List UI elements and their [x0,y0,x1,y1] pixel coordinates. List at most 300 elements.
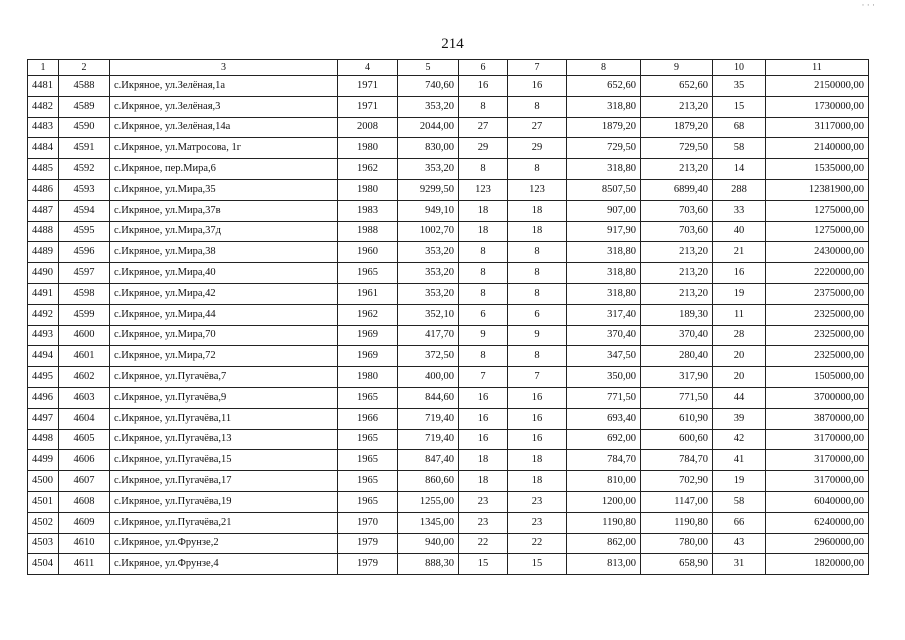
cell-count-7: 23 [508,491,567,512]
cell-count-6: 8 [459,283,508,304]
cell-count-6: 18 [459,471,508,492]
cell-residents: 19 [713,471,766,492]
cell-count-7: 22 [508,533,567,554]
cell-area-total: 352,10 [398,304,459,325]
cell-count-6: 27 [459,117,508,138]
cell-number: 4493 [28,325,59,346]
cell-registry-number: 4595 [59,221,110,242]
cell-count-6: 18 [459,450,508,471]
cell-year: 1960 [338,242,398,263]
cell-area-9: 729,50 [641,138,713,159]
cell-area-8: 8507,50 [567,179,641,200]
cell-cost: 2430000,00 [766,242,869,263]
cell-year: 1988 [338,221,398,242]
cell-count-6: 18 [459,221,508,242]
cell-area-9: 1879,20 [641,117,713,138]
cell-area-9: 703,60 [641,221,713,242]
cell-area-total: 949,10 [398,200,459,221]
cell-area-9: 780,00 [641,533,713,554]
column-header-4: 4 [338,60,398,76]
cell-residents: 11 [713,304,766,325]
cell-year: 1969 [338,325,398,346]
cell-count-6: 9 [459,325,508,346]
cell-year: 1980 [338,367,398,388]
cell-year: 1979 [338,554,398,575]
cell-number: 4504 [28,554,59,575]
cell-area-9: 600,60 [641,429,713,450]
cell-count-7: 16 [508,408,567,429]
table-row [28,325,869,346]
cell-year: 1980 [338,138,398,159]
table-row [28,554,869,575]
cell-residents: 20 [713,346,766,367]
cell-area-total: 353,20 [398,96,459,117]
cell-year: 1962 [338,159,398,180]
column-header-11: 11 [766,60,869,76]
cell-registry-number: 4611 [59,554,110,575]
cell-residents: 16 [713,263,766,284]
cell-count-6: 8 [459,159,508,180]
cell-count-7: 8 [508,346,567,367]
cell-cost: 12381900,00 [766,179,869,200]
corner-mark: · · · [861,0,875,10]
cell-area-8: 771,50 [567,387,641,408]
table-row [28,96,869,117]
cell-area-8: 813,00 [567,554,641,575]
cell-count-7: 16 [508,387,567,408]
cell-registry-number: 4607 [59,471,110,492]
cell-registry-number: 4598 [59,283,110,304]
cell-cost: 2375000,00 [766,283,869,304]
cell-cost: 1275000,00 [766,200,869,221]
cell-area-8: 652,60 [567,76,641,97]
column-header-9: 9 [641,60,713,76]
cell-area-total: 353,20 [398,283,459,304]
cell-area-total: 353,20 [398,159,459,180]
cell-area-9: 213,20 [641,159,713,180]
cell-count-6: 123 [459,179,508,200]
cell-area-9: 771,50 [641,387,713,408]
cell-registry-number: 4605 [59,429,110,450]
cell-area-8: 318,80 [567,263,641,284]
cell-number: 4484 [28,138,59,159]
cell-count-7: 27 [508,117,567,138]
table-row [28,117,869,138]
cell-area-8: 1879,20 [567,117,641,138]
cell-count-6: 16 [459,408,508,429]
cell-residents: 58 [713,138,766,159]
cell-year: 1979 [338,533,398,554]
cell-address: с.Икряное, ул.Мира,37в [110,200,338,221]
cell-area-8: 350,00 [567,367,641,388]
cell-area-9: 610,90 [641,408,713,429]
cell-area-total: 372,50 [398,346,459,367]
cell-count-7: 18 [508,221,567,242]
cell-area-8: 347,50 [567,346,641,367]
cell-area-total: 353,20 [398,263,459,284]
cell-registry-number: 4609 [59,512,110,533]
cell-residents: 31 [713,554,766,575]
cell-residents: 42 [713,429,766,450]
cell-area-total: 400,00 [398,367,459,388]
cell-count-6: 7 [459,367,508,388]
cell-area-total: 860,60 [398,471,459,492]
cell-address: с.Икряное, ул.Пугачёва,11 [110,408,338,429]
column-header-3: 3 [110,60,338,76]
cell-number: 4500 [28,471,59,492]
cell-number: 4488 [28,221,59,242]
cell-count-7: 29 [508,138,567,159]
cell-area-9: 703,60 [641,200,713,221]
cell-residents: 41 [713,450,766,471]
cell-registry-number: 4599 [59,304,110,325]
cell-count-7: 8 [508,159,567,180]
cell-address: с.Икряное, ул.Пугачёва,17 [110,471,338,492]
cell-count-7: 9 [508,325,567,346]
cell-cost: 1730000,00 [766,96,869,117]
cell-count-6: 29 [459,138,508,159]
cell-address: с.Икряное, ул.Фрунзе,2 [110,533,338,554]
cell-cost: 2140000,00 [766,138,869,159]
cell-count-6: 8 [459,242,508,263]
cell-area-total: 2044,00 [398,117,459,138]
cell-count-7: 16 [508,429,567,450]
cell-residents: 66 [713,512,766,533]
cell-area-total: 353,20 [398,242,459,263]
cell-area-9: 213,20 [641,283,713,304]
cell-address: с.Икряное, ул.Зелёная,14а [110,117,338,138]
cell-residents: 44 [713,387,766,408]
cell-year: 1983 [338,200,398,221]
cell-area-9: 189,30 [641,304,713,325]
cell-area-total: 719,40 [398,408,459,429]
table-row [28,450,869,471]
cell-area-9: 213,20 [641,263,713,284]
cell-cost: 2960000,00 [766,533,869,554]
cell-year: 1965 [338,429,398,450]
cell-registry-number: 4594 [59,200,110,221]
table-row [28,367,869,388]
cell-address: с.Икряное, ул.Мира,40 [110,263,338,284]
cell-count-6: 15 [459,554,508,575]
table-row [28,471,869,492]
cell-residents: 33 [713,200,766,221]
cell-registry-number: 4601 [59,346,110,367]
cell-year: 1965 [338,450,398,471]
header-row [28,60,869,76]
cell-registry-number: 4597 [59,263,110,284]
cell-area-9: 784,70 [641,450,713,471]
cell-area-9: 213,20 [641,96,713,117]
table-row [28,283,869,304]
cell-residents: 20 [713,367,766,388]
cell-area-9: 658,90 [641,554,713,575]
cell-address: с.Икряное, ул.Мира,70 [110,325,338,346]
cell-cost: 2325000,00 [766,325,869,346]
cell-address: с.Икряное, ул.Мира,38 [110,242,338,263]
cell-residents: 39 [713,408,766,429]
cell-area-total: 940,00 [398,533,459,554]
cell-area-total: 830,00 [398,138,459,159]
table-row [28,387,869,408]
cell-area-total: 9299,50 [398,179,459,200]
cell-residents: 58 [713,491,766,512]
cell-cost: 3870000,00 [766,408,869,429]
cell-cost: 2325000,00 [766,304,869,325]
cell-cost: 1535000,00 [766,159,869,180]
cell-address: с.Икряное, пер.Мира,6 [110,159,338,180]
cell-cost: 2150000,00 [766,76,869,97]
cell-area-8: 318,80 [567,242,641,263]
cell-area-9: 213,20 [641,242,713,263]
table-body [28,76,869,575]
cell-count-6: 18 [459,200,508,221]
cell-registry-number: 4604 [59,408,110,429]
cell-area-8: 692,00 [567,429,641,450]
cell-residents: 35 [713,76,766,97]
cell-year: 1980 [338,179,398,200]
cell-address: с.Икряное, ул.Пугачёва,21 [110,512,338,533]
cell-area-total: 888,30 [398,554,459,575]
column-header-5: 5 [398,60,459,76]
cell-area-8: 1200,00 [567,491,641,512]
cell-number: 4489 [28,242,59,263]
column-header-7: 7 [508,60,567,76]
cell-number: 4497 [28,408,59,429]
cell-count-7: 18 [508,450,567,471]
cell-number: 4483 [28,117,59,138]
cell-area-8: 318,80 [567,96,641,117]
cell-registry-number: 4600 [59,325,110,346]
cell-cost: 3170000,00 [766,471,869,492]
cell-number: 4495 [28,367,59,388]
cell-area-9: 702,90 [641,471,713,492]
cell-address: с.Икряное, ул.Матросова, 1г [110,138,338,159]
cell-number: 4501 [28,491,59,512]
cell-year: 2008 [338,117,398,138]
cell-number: 4499 [28,450,59,471]
cell-count-7: 8 [508,283,567,304]
cell-year: 1971 [338,96,398,117]
cell-area-total: 719,40 [398,429,459,450]
cell-area-9: 370,40 [641,325,713,346]
cell-number: 4482 [28,96,59,117]
cell-cost: 6240000,00 [766,512,869,533]
cell-year: 1966 [338,408,398,429]
cell-number: 4503 [28,533,59,554]
cell-number: 4491 [28,283,59,304]
cell-count-6: 8 [459,96,508,117]
table-row [28,179,869,200]
cell-area-total: 1002,70 [398,221,459,242]
cell-registry-number: 4589 [59,96,110,117]
cell-year: 1965 [338,387,398,408]
cell-count-7: 8 [508,263,567,284]
cell-cost: 1505000,00 [766,367,869,388]
cell-cost: 2325000,00 [766,346,869,367]
cell-count-6: 16 [459,429,508,450]
cell-registry-number: 4608 [59,491,110,512]
cell-residents: 19 [713,283,766,304]
table-row [28,512,869,533]
cell-address: с.Икряное, ул.Мира,72 [110,346,338,367]
table-row [28,429,869,450]
cell-area-9: 652,60 [641,76,713,97]
cell-area-9: 280,40 [641,346,713,367]
cell-registry-number: 4592 [59,159,110,180]
table-row [28,200,869,221]
cell-area-9: 1190,80 [641,512,713,533]
cell-address: с.Икряное, ул.Мира,37д [110,221,338,242]
cell-count-7: 23 [508,512,567,533]
cell-registry-number: 4606 [59,450,110,471]
cell-count-6: 16 [459,387,508,408]
cell-address: с.Икряное, ул.Мира,35 [110,179,338,200]
cell-area-9: 1147,00 [641,491,713,512]
cell-address: с.Икряное, ул.Пугачёва,7 [110,367,338,388]
table-row [28,76,869,97]
cell-number: 4496 [28,387,59,408]
cell-area-8: 784,70 [567,450,641,471]
cell-address: с.Икряное, ул.Пугачёва,9 [110,387,338,408]
cell-residents: 15 [713,96,766,117]
cell-area-8: 917,90 [567,221,641,242]
cell-residents: 288 [713,179,766,200]
cell-count-7: 8 [508,96,567,117]
cell-registry-number: 4610 [59,533,110,554]
cell-count-6: 6 [459,304,508,325]
cell-year: 1970 [338,512,398,533]
cell-year: 1965 [338,491,398,512]
table-row [28,346,869,367]
table-row [28,304,869,325]
table-row [28,491,869,512]
cell-count-7: 18 [508,200,567,221]
cell-area-total: 847,40 [398,450,459,471]
cell-count-7: 8 [508,242,567,263]
cell-registry-number: 4590 [59,117,110,138]
cell-number: 4490 [28,263,59,284]
cell-area-8: 907,00 [567,200,641,221]
column-header-2: 2 [59,60,110,76]
cell-cost: 3170000,00 [766,429,869,450]
table-row [28,533,869,554]
cell-area-total: 740,60 [398,76,459,97]
cell-area-8: 862,00 [567,533,641,554]
cell-registry-number: 4603 [59,387,110,408]
cell-area-8: 318,80 [567,159,641,180]
cell-area-8: 729,50 [567,138,641,159]
table-row [28,138,869,159]
cell-cost: 3170000,00 [766,450,869,471]
cell-area-9: 6899,40 [641,179,713,200]
cell-cost: 1820000,00 [766,554,869,575]
cell-cost: 1275000,00 [766,221,869,242]
cell-address: с.Икряное, ул.Фрунзе,4 [110,554,338,575]
cell-address: с.Икряное, ул.Зелёная,1а [110,76,338,97]
cell-year: 1962 [338,304,398,325]
housing-registry-table [27,59,869,575]
table-row [28,263,869,284]
cell-registry-number: 4602 [59,367,110,388]
cell-number: 4498 [28,429,59,450]
cell-residents: 68 [713,117,766,138]
cell-area-total: 844,60 [398,387,459,408]
cell-residents: 43 [713,533,766,554]
cell-count-7: 16 [508,76,567,97]
cell-count-7: 15 [508,554,567,575]
cell-cost: 6040000,00 [766,491,869,512]
cell-number: 4492 [28,304,59,325]
cell-count-6: 23 [459,512,508,533]
cell-year: 1969 [338,346,398,367]
cell-number: 4485 [28,159,59,180]
column-header-10: 10 [713,60,766,76]
table-row [28,408,869,429]
cell-area-total: 417,70 [398,325,459,346]
cell-count-6: 8 [459,263,508,284]
table-row [28,159,869,180]
cell-year: 1971 [338,76,398,97]
cell-address: с.Икряное, ул.Пугачёва,13 [110,429,338,450]
cell-number: 4481 [28,76,59,97]
cell-count-6: 16 [459,76,508,97]
cell-count-7: 7 [508,367,567,388]
cell-residents: 40 [713,221,766,242]
cell-cost: 3117000,00 [766,117,869,138]
table-row [28,242,869,263]
cell-count-6: 8 [459,346,508,367]
cell-registry-number: 4596 [59,242,110,263]
cell-residents: 28 [713,325,766,346]
cell-area-8: 370,40 [567,325,641,346]
cell-area-8: 317,40 [567,304,641,325]
cell-address: с.Икряное, ул.Мира,44 [110,304,338,325]
table-row [28,221,869,242]
page-number: 214 [441,36,464,52]
cell-registry-number: 4591 [59,138,110,159]
cell-address: с.Икряное, ул.Пугачёва,19 [110,491,338,512]
cell-area-total: 1345,00 [398,512,459,533]
cell-cost: 2220000,00 [766,263,869,284]
cell-cost: 3700000,00 [766,387,869,408]
cell-address: с.Икряное, ул.Мира,42 [110,283,338,304]
cell-registry-number: 4593 [59,179,110,200]
cell-count-6: 22 [459,533,508,554]
cell-area-9: 317,90 [641,367,713,388]
cell-count-7: 123 [508,179,567,200]
cell-number: 4502 [28,512,59,533]
cell-count-6: 23 [459,491,508,512]
cell-area-8: 693,40 [567,408,641,429]
cell-count-7: 18 [508,471,567,492]
cell-area-8: 810,00 [567,471,641,492]
cell-number: 4486 [28,179,59,200]
column-header-8: 8 [567,60,641,76]
cell-area-total: 1255,00 [398,491,459,512]
cell-count-7: 6 [508,304,567,325]
cell-residents: 14 [713,159,766,180]
cell-area-8: 318,80 [567,283,641,304]
cell-year: 1965 [338,263,398,284]
column-header-1: 1 [28,60,59,76]
cell-year: 1965 [338,471,398,492]
cell-residents: 21 [713,242,766,263]
cell-area-8: 1190,80 [567,512,641,533]
cell-number: 4487 [28,200,59,221]
cell-number: 4494 [28,346,59,367]
cell-registry-number: 4588 [59,76,110,97]
